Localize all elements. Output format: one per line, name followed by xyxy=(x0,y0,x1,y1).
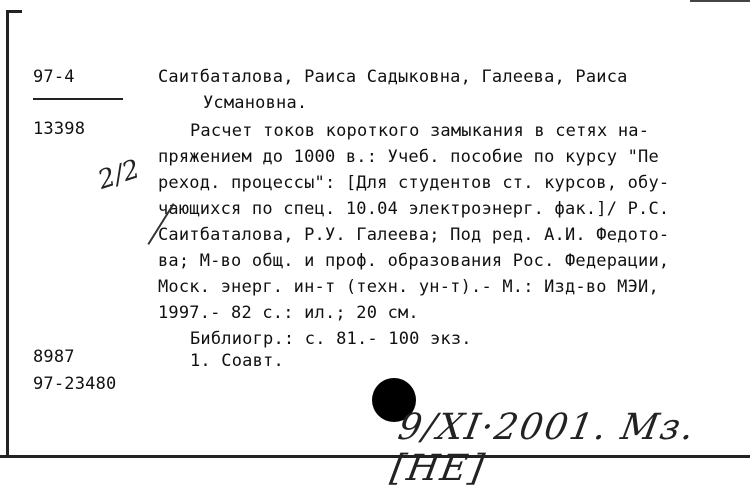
body-line: Моск. энерг. ин-т (техн. ун-т).- М.: Изд-во МЭИ, xyxy=(158,277,659,297)
subject-heading: 1. Соавт. xyxy=(190,351,284,371)
card-top-border xyxy=(6,10,22,13)
body-line: чающихся по спец. 10.04 электроэнерг. фак.]/ Р.С. xyxy=(158,199,670,219)
registration-number: 97-23480 xyxy=(33,374,117,394)
catalog-number: 8987 xyxy=(33,347,75,367)
body-line: Расчет токов короткого замыкания в сетях на- xyxy=(190,121,650,141)
card-left-border xyxy=(6,10,9,458)
bibliography-note: Библиогр.: с. 81.- 100 экз. xyxy=(190,329,472,349)
shelf-mark-underline xyxy=(33,98,123,100)
handwritten-margin-mark: 2/2 xyxy=(94,154,144,196)
body-line: пряжением до 1000 в.: Учеб. пособие по курсу "Пе xyxy=(158,147,659,167)
body-line: ва; М-во общ. и проф. образования Рос. Федерации, xyxy=(158,251,670,271)
body-line: Саитбаталова, Р.У. Галеева; Под ред. А.И. Федото- xyxy=(158,225,670,245)
author-line-1: Саитбаталова, Раиса Садыковна, Галеева, Раиса xyxy=(158,67,628,87)
accession-number: 13398 xyxy=(33,119,86,139)
handwritten-date-note: 9/XI·2001. Мз. [НЕ] xyxy=(387,407,700,489)
body-line: реход. процессы": [Для студентов ст. курсов, обу- xyxy=(158,173,670,193)
author-line-2: Усмановна. xyxy=(203,93,308,113)
shelf-mark: 97-4 xyxy=(33,67,75,87)
body-line: 1997.- 82 с.: ил.; 20 см. xyxy=(158,303,419,323)
card-top-right-border xyxy=(690,0,750,2)
